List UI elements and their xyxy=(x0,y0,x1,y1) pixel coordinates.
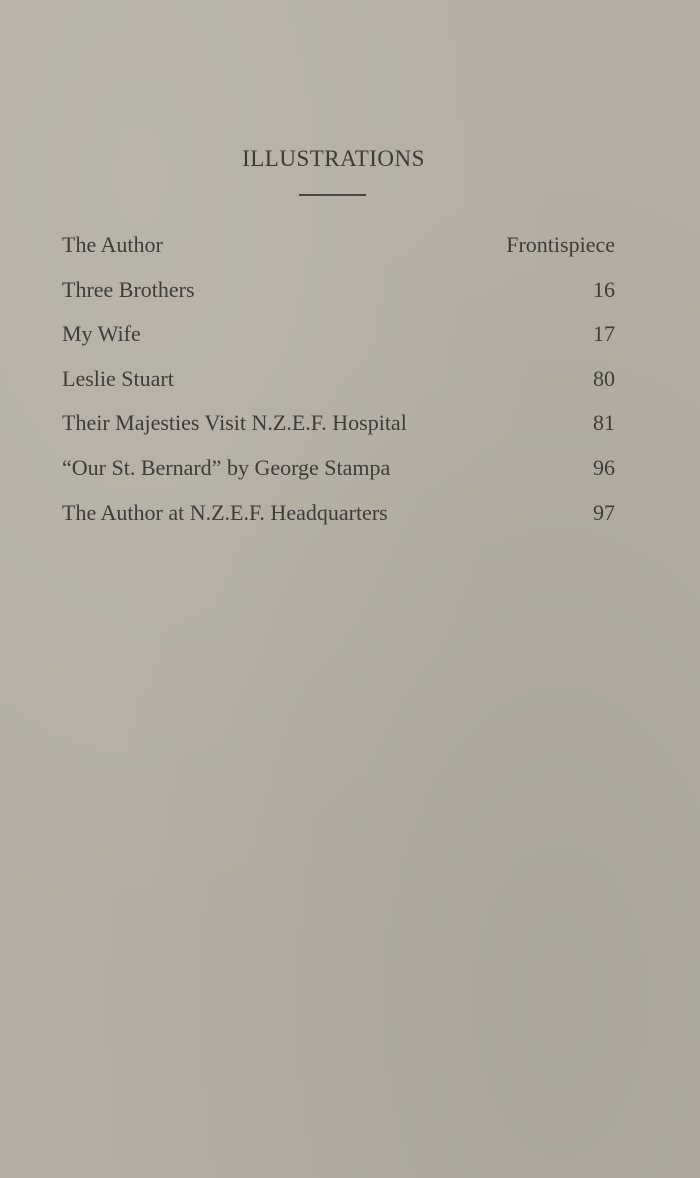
illustration-title: Three Brothers xyxy=(62,276,195,302)
list-item xyxy=(62,455,615,500)
list-item xyxy=(62,410,615,455)
illustration-title: Their Majesties Visit N.Z.E.F. Hospital xyxy=(62,410,407,436)
list-item xyxy=(62,232,615,277)
list-item xyxy=(62,366,615,411)
illustration-title: The Author xyxy=(62,232,163,257)
illustration-title: My Wife xyxy=(62,321,141,347)
illustrations-list xyxy=(62,232,615,544)
illustration-page: Frontispiece xyxy=(506,232,615,257)
illustration-page: 97 xyxy=(593,499,615,525)
list-item xyxy=(62,321,615,366)
illustration-page: 80 xyxy=(593,365,615,391)
heading-rule xyxy=(299,194,366,196)
illustration-title: Leslie Stuart xyxy=(62,365,174,391)
list-item xyxy=(62,500,615,545)
page-heading: ILLUSTRATIONS xyxy=(242,146,425,171)
illustration-title: “Our St. Bernard” by George Stampa xyxy=(62,454,391,480)
illustration-page: 96 xyxy=(593,454,615,480)
illustration-page: 81 xyxy=(593,410,615,436)
list-item xyxy=(62,277,615,322)
illustration-page: 16 xyxy=(593,276,615,302)
illustration-title: The Author at N.Z.E.F. Headquarters xyxy=(62,499,388,525)
illustration-page: 17 xyxy=(593,321,615,347)
